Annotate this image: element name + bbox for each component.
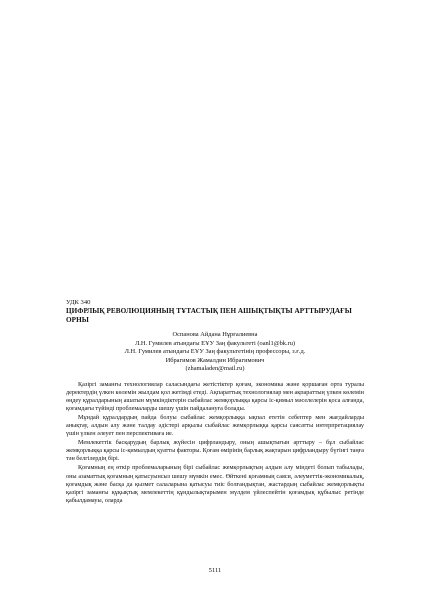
body-text xyxy=(66,381,364,506)
page-number: 5111 xyxy=(208,567,222,574)
supervisor-name: Ибрагимов Жамалдин Ибрагимович xyxy=(165,356,265,364)
author-block xyxy=(66,331,364,374)
supervisor-email: (zhamaladen@mail.ru) xyxy=(185,365,245,373)
supervisor-affiliation: Л.Н. Гумилев атындағы ЕҰУ Заң факультетінің профессоры, з.ғ.д. xyxy=(124,348,306,356)
paragraph: Қазіргі заманғы технологиялар саласындағы жетістіктер қоғам, экономика және қоршаған орта туралы деректердің үлкен көлемін жылдам қол жетімді етеді. Ақпараттық технологиялар мен ақпараттың үлкен көлемін өңдеу құралдарының ашатын мүмкіндіктерін сыбайлас жемқорлыққа қарсы іс-қимыл мәселелерін қоса алғанда, қоғамдағы түйінді проблемаларды шешу үшін пайдалануға болады. xyxy=(66,381,364,413)
author-affiliation: Л.Н. Гумилев атындағы ЕҰУ Заң факультеті (oanl1@bk.ru) xyxy=(134,339,296,347)
paragraph: Мұндай құралдардың пайда болуы сыбайлас жемқорлыққа ықпал ететін себептер мен жағдайларды анықтау, алдын алу және талдау әдістері арқылы сыбайлас жемқорлыққа қарсы саясатты интерпретациялау үшін үлкен әлеует пен перспективаға ие. xyxy=(66,414,364,438)
author-name: Оспанова Айдана Нұрғалиевна xyxy=(172,331,258,338)
udk-code: УДК 340 xyxy=(66,299,91,306)
paragraph: Қоғамның ең өткір проблемаларының бірі сыбайлас жемқорлықтың алдын алу міндеті болып табылады, оны азаматтық қоғамның қатысуынсыз шешу мүмкін емес. Өйткені қоғамның саяси, әлеуметтік-экономикалық, қоғамдық және басқа да қызмет салаларына қатысуы тиіс болғандықтан, жастардың сыбайлас жемқорлықты қазіргі заманғы құқықтық мемлекеттің құндылықтарымен мүлдем үйлеспейтін қоғамдық құбылыс ретінде қабылдамауы, оларда xyxy=(66,464,364,504)
paragraph: Мемлекеттік басқарудың барлық жүйесін цифрландыру, оның ашықтығын арттыру – бұл сыбайлас жемқорлыққа қарсы іс-қимылдың қуатты факторы. Қоғам өмірінің барлық жақтарын цифрландыру бүгінгі таңға тән белгілердің бірі. xyxy=(66,439,364,463)
paper-title: ЦИФРЛЫҚ РЕВОЛЮЦИЯНЫҢ ТҰТАСТЫҚ ПЕН АШЫҚТЫҚТЫ АРТТЫРУДАҒЫ ОРНЫ xyxy=(66,307,352,324)
document-page xyxy=(66,0,364,600)
